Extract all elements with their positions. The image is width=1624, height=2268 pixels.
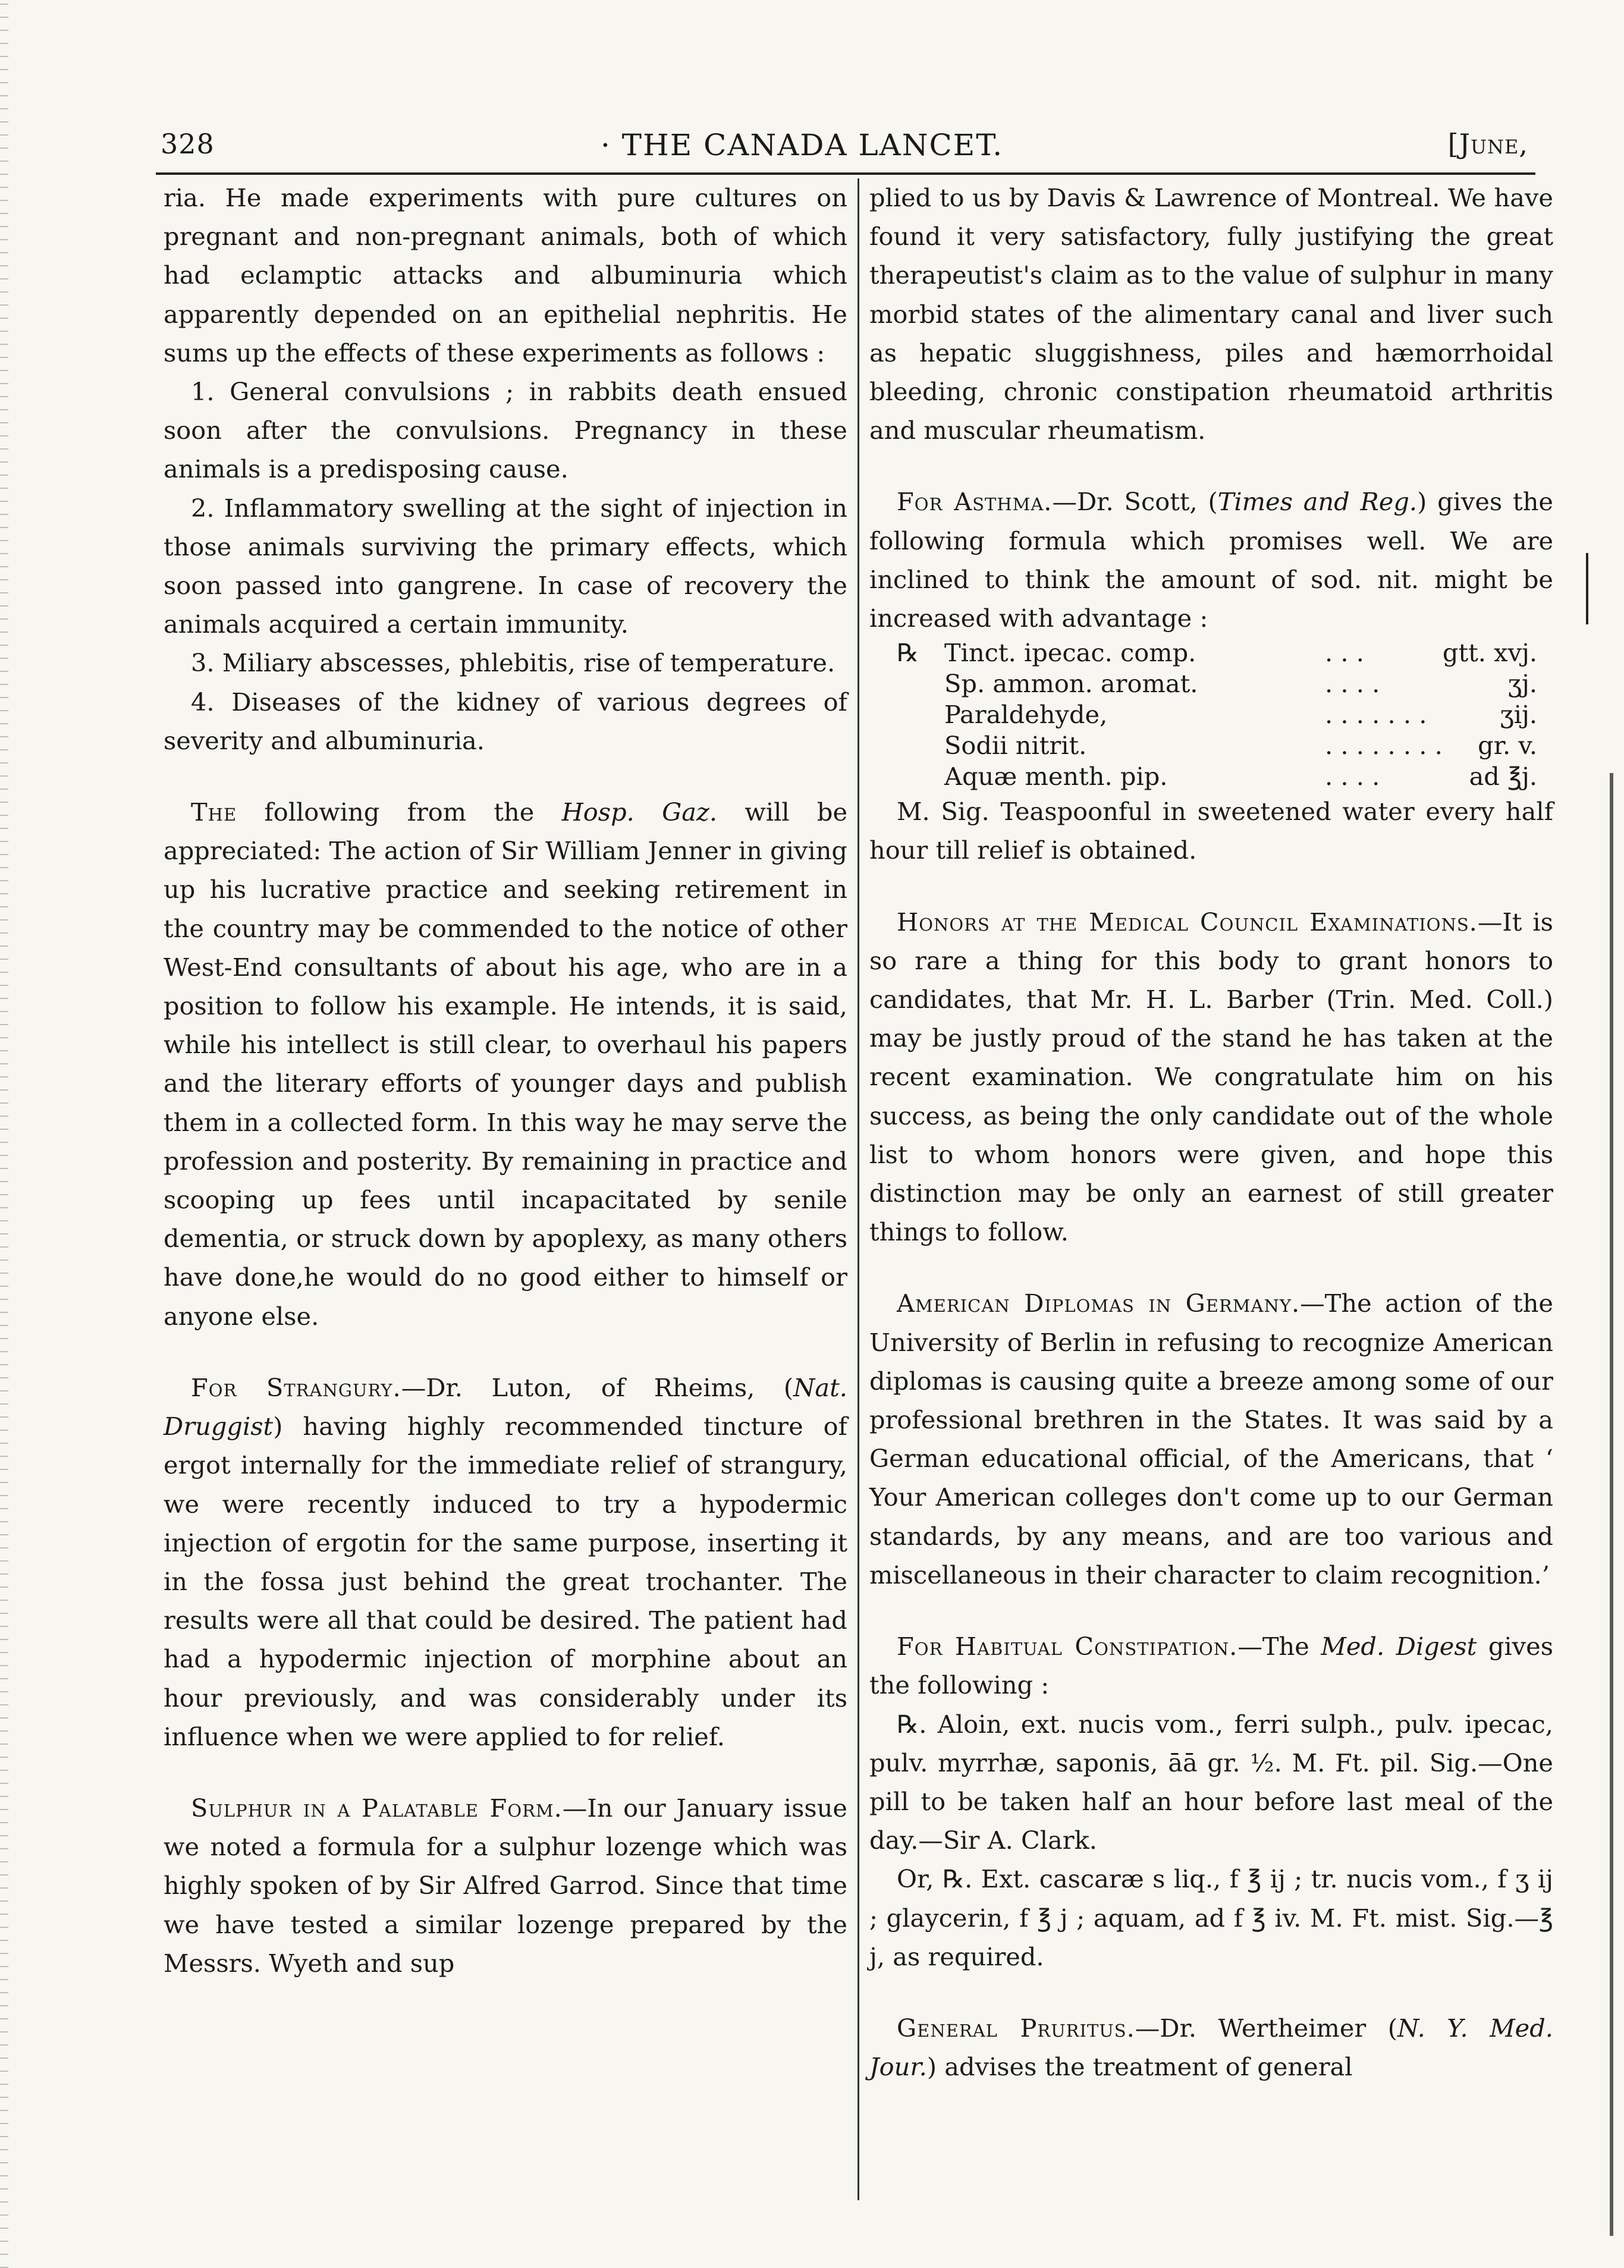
page-scan-edge xyxy=(0,0,8,2268)
section-heading: General Pruritus. xyxy=(897,2013,1135,2043)
paragraph-sig: M. Sig. Teaspoonful in sweetened water every half hour till relief is obtained. xyxy=(869,797,1553,865)
section-strangury: For Strangury.—Dr. Luton, of Rheims, (Nat. Druggist) having highly recommended tincture of ergot internally for the immediate relief of strangury, we were recently induced to try a hypodermic injection of ergotin for the same purpose, inserting it in the fossa just behind the great trochanter. The results were all that could be desired. The patient had had a hypodermic injection of morphine about an hour previously, and was considerably under its influence when we were applied to for relief. xyxy=(164,1372,847,1751)
section-heading: American Diplomas in Germany. xyxy=(897,1289,1301,1318)
section-heading: For Asthma. xyxy=(897,487,1053,517)
list-item: 1. General convulsions ; in rabbits death ensued soon after the convulsions. Pregnancy in these animals is a predisposing cause. xyxy=(164,377,847,484)
prescription-text: Or, ℞. Ext. cascaræ s liq., f ℥ ij ; tr. nucis vom., f ʒ ij ; glaycerin, f ℥ j ; aquam, ad f ℥ iv. M. Ft. mist. Sig.—℥ j, as required. xyxy=(869,1864,1553,1971)
running-header xyxy=(161,122,1528,169)
page-scan-edge-right xyxy=(1610,773,1613,2236)
page-number: 328 xyxy=(161,128,215,160)
prescription-text: ℞. Aloin, ext. nucis vom., ferri sulph., pulv. ipecac, pulv. myrrhæ, saponis, āā gr. ½. M. Ft. pil. Sig.—One pill to be taken half an hour before last meal of the day.—Sir A. Clark. xyxy=(869,1709,1553,1855)
left-column xyxy=(164,178,847,1983)
column-divider xyxy=(857,178,859,2200)
section-pruritus: General Pruritus.—Dr. Wertheimer (N. Y. Med. Jour.) advises the treatment of general xyxy=(869,2013,1553,2082)
header-rule xyxy=(156,172,1535,175)
list-item: 2. Inflammatory swelling at the sight of injection in those animals surviving the primary effects, which soon passed into gangrene. In case of recovery the animals acquired a certain immunity. xyxy=(164,493,847,639)
section-honors: Honors at the Medical Council Examinations.—It is so rare a thing for this body to grant honors to candidates, that Mr. H. L. Barber (Trin. Med. Coll.) may be justly proud of the stand he has taken at the recent examination. We congratulate him on his success, as being the only candidate out of the whole list to whom honors were given, and hope this distinction may be only an earnest of still greater things to follow. xyxy=(869,907,1553,1247)
rx-symbol: ℞ xyxy=(897,638,919,668)
list-item: 4. Diseases of the kidney of various degrees of severity and albuminuria. xyxy=(164,687,847,755)
rx-row: Sodii nitrit. . . . . . . . . gr. v. xyxy=(944,731,1538,761)
section-heading: Honors at the Medical Council Examinations. xyxy=(897,907,1478,937)
rx-row: Paraldehyde, . . . . . . . ʒij. xyxy=(944,700,1538,730)
rx-row: Sp. ammon. aromat. . . . . ʒj. xyxy=(944,669,1538,699)
prescription-table xyxy=(897,637,1537,792)
rx-row: Aquæ menth. pip. . . . . ad ℥j. xyxy=(944,762,1538,791)
paragraph: ria. He made experiments with pure cultures on pregnant and non-pregnant animals, both of which had eclamptic attacks and albuminuria which apparently depended on an epithelial nephritis. He sums up the effects of these experiments as follows : xyxy=(164,183,847,367)
section-heading: For Habitual Constipation. xyxy=(897,1632,1238,1661)
paragraph-jenner: The following from the Hosp. Gaz. will be appreciated: The action of Sir William Jenner in giving up his lucrative practice and seeking retirement in the country may be commended to the notice of other West-End consultants of about his age, who are in a position to follow his example. He intends, it is said, while his intellect is still clear, to overhaul his papers and the literary efforts of younger days and publish them in a collected form. In this way he may serve the profession and posterity. By remaining in practice and scooping up fees until incapacitated by senile dementia, or struck down by apoplexy, as many others have done,he would do no good either to himself or anyone else. xyxy=(164,797,848,1331)
issue-month: [June, xyxy=(1447,128,1528,160)
rx-row: ℞ Tinct. ipecac. comp. . . . gtt. xvj. xyxy=(897,638,1538,668)
section-asthma: For Asthma.—Dr. Scott, (Times and Reg.) gives the following formula which promises well. We are inclined to think the amount of sod. nit. might be increased with advantage : xyxy=(869,487,1553,633)
right-column xyxy=(869,178,1553,2086)
section-heading: Sulphur in a Palatable Form. xyxy=(191,1793,563,1823)
section-diplomas: American Diplomas in Germany.—The action of the University of Berlin in refusing to recognize American diplomas is causing quite a breeze among some of our professional brethren in the States. It was said by a German educational official, of the Americans, that ‘ Your American colleges don't come up to our German standards, by any means, and are too various and miscellaneous in their character to claim recognition.’ xyxy=(869,1289,1553,1590)
paragraph: plied to us by Davis & Lawrence of Montreal. We have found it very satisfactory, fully justifying the great therapeutist's claim as to the value of sulphur in many morbid states of the alimentary canal and liver such as hepatic sluggishness, piles and hæmorrhoidal bleeding, chronic constipation rheumatoid arthritis and muscular rheumatism. xyxy=(869,183,1553,445)
page-scan-mark xyxy=(1586,553,1588,624)
section-constipation: For Habitual Constipation.—The Med. Digest gives the following : xyxy=(869,1632,1553,1700)
list-item: 3. Miliary abscesses, phlebitis, rise of temperature. xyxy=(191,648,835,678)
section-heading: For Strangury. xyxy=(191,1372,401,1402)
journal-title: · THE CANADA LANCET. xyxy=(601,128,1004,162)
section-sulphur: Sulphur in a Palatable Form.—In our January issue we noted a formula for a sulphur lozenge which was highly spoken of by Sir Alfred Garrod. Since that time we have tested a similar lozenge prepared by the Messrs. Wyeth and sup xyxy=(164,1793,847,1978)
